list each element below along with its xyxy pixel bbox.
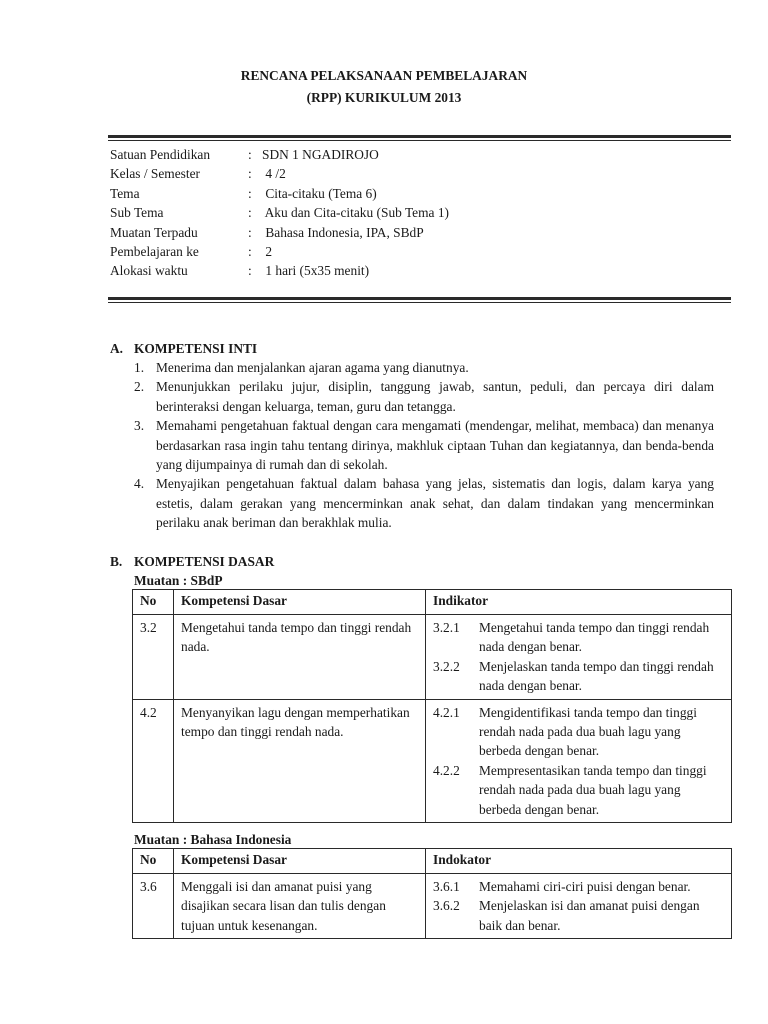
info-colon: : <box>248 243 252 259</box>
info-colon: : <box>248 147 252 162</box>
section-heading-kompetensi-dasar <box>110 552 274 571</box>
cell-indikator <box>426 874 732 939</box>
info-row <box>110 184 449 203</box>
cell-no: 3.6 <box>133 874 174 939</box>
info-value: Cita-citaku (Tema 6) <box>262 185 377 201</box>
indicator-number: 3.6.1 <box>433 879 460 894</box>
indicator-item <box>433 896 724 935</box>
list-item <box>134 377 714 416</box>
document-title: RENCANA PELAKSANAAN PEMBELAJARAN <box>240 68 528 83</box>
indicator-item <box>433 618 724 657</box>
table-row <box>133 615 732 700</box>
document-subtitle: (RPP) KURIKULUM 2013 <box>306 90 462 105</box>
indicator-text: Mengidentifikasi tanda tempo dan tinggi rendah nada pada dua buah lagu yang berbeda dengan benar. <box>479 704 697 759</box>
info-row <box>110 242 449 261</box>
list-text: Menerima dan menjalankan ajaran agama yang dianutnya. <box>156 360 469 375</box>
column-header-kd: Kompetensi Dasar <box>174 849 426 874</box>
list-text: Menunjukkan perilaku jujur, disiplin, tanggung jawab, santun, peduli, dan percaya diri dalam berinteraksi dengan keluarga, teman, guru dan tetangga. <box>156 379 714 414</box>
info-label: Satuan Pendidikan <box>110 147 211 162</box>
info-row <box>110 261 449 280</box>
indicator-item <box>433 877 724 896</box>
info-value: Bahasa Indonesia, IPA, SBdP <box>262 224 424 240</box>
section-title: KOMPETENSI DASAR <box>134 554 275 569</box>
kd-table-bahasa-indonesia <box>132 848 732 939</box>
info-colon: : <box>248 205 252 221</box>
info-value: 4 /2 <box>262 166 286 182</box>
info-value: 2 <box>262 243 273 259</box>
list-number: 4. <box>134 476 145 492</box>
info-row <box>110 145 449 164</box>
column-header-kd: Kompetensi Dasar <box>174 590 426 615</box>
identity-block <box>110 145 449 281</box>
section-letter: B. <box>110 554 123 569</box>
kompetensi-inti-list <box>134 358 714 533</box>
header-rule-bottom-thin <box>108 302 731 303</box>
info-value: SDN 1 NGADIROJO <box>262 147 379 162</box>
info-colon: : <box>248 185 252 201</box>
header-rule-top <box>108 135 731 138</box>
indicator-text: Mempresentasikan tanda tempo dan tinggi rendah nada pada dua buah lagu yang berbeda dengan benar. <box>479 762 707 817</box>
list-number: 2. <box>134 379 145 395</box>
indicator-number: 4.2.1 <box>433 704 460 720</box>
column-header-no: No <box>133 849 174 874</box>
info-label: Sub Tema <box>110 205 164 221</box>
indicator-text: Memahami ciri-ciri puisi dengan benar. <box>479 879 691 894</box>
info-label: Muatan Terpadu <box>110 224 198 240</box>
indicator-text: Mengetahui tanda tempo dan tinggi rendah nada dengan benar. <box>479 620 710 655</box>
list-item <box>134 416 714 474</box>
info-row <box>110 164 449 183</box>
cell-kd: Menggali isi dan amanat puisi yang disajikan secara lisan dan tulis dengan tujuan untuk kesenangan. <box>174 874 426 939</box>
cell-no: 4.2 <box>133 699 174 822</box>
indicator-item <box>433 657 724 696</box>
table-row <box>133 874 732 939</box>
column-header-indikator: Indikator <box>426 590 732 615</box>
table-header-row <box>133 849 732 874</box>
list-item <box>134 358 714 377</box>
muatan-label-bahasa-indonesia: Muatan : Bahasa Indonesia <box>134 832 292 847</box>
header-rule-top-thin <box>108 140 731 141</box>
table-header-row <box>133 590 732 615</box>
indicator-number: 3.2.1 <box>433 620 460 635</box>
info-label: Kelas / Semester <box>110 166 200 182</box>
cell-indikator <box>426 615 732 700</box>
section-letter: A. <box>110 341 124 356</box>
info-label: Tema <box>110 185 140 201</box>
list-item <box>134 474 714 532</box>
list-text: Memahami pengetahuan faktual dengan cara mengamati (mendengar, melihat, membaca) dan menanya berdasarkan rasa ingin tahu tentang dirinya, makhluk ciptaan Tuhan dan kegiatannya, dan benda-benda yang dijumpainya di rumah dan di sekolah. <box>156 418 714 473</box>
info-row <box>110 223 449 242</box>
info-label: Pembelajaran ke <box>110 243 199 259</box>
section-heading-kompetensi-inti <box>110 339 257 358</box>
info-value: Aku dan Cita-citaku (Sub Tema 1) <box>262 205 449 221</box>
info-colon: : <box>248 224 252 240</box>
muatan-label-sbdp: Muatan : SBdP <box>134 573 223 588</box>
header-rule-bottom <box>108 297 731 300</box>
indicator-number: 3.6.2 <box>433 898 460 914</box>
section-title: KOMPETENSI INTI <box>134 341 258 356</box>
indicator-item <box>433 761 724 819</box>
indicator-number: 4.2.2 <box>433 762 460 778</box>
indicator-item <box>433 703 724 761</box>
cell-kd: Mengetahui tanda tempo dan tinggi rendah nada. <box>174 615 426 700</box>
column-header-indikator: Indokator <box>426 849 732 874</box>
info-colon: : <box>248 263 252 279</box>
info-label: Alokasi waktu <box>110 263 188 279</box>
list-number: 1. <box>134 360 145 375</box>
list-number: 3. <box>134 418 145 434</box>
cell-kd: Menyanyikan lagu dengan memperhatikan tempo dan tinggi rendah nada. <box>174 699 426 822</box>
info-value: 1 hari (5x35 menit) <box>262 263 370 279</box>
cell-indikator <box>426 699 732 822</box>
column-header-no: No <box>133 590 174 615</box>
info-row <box>110 203 449 222</box>
list-text: Menyajikan pengetahuan faktual dalam bahasa yang jelas, sistematis dan logis, dalam karya yang estetis, dalam gerakan yang mencerminkan anak sehat, dan dalam tindakan yang mencerminkan perilaku anak beriman dan berakhlak mulia. <box>156 476 714 531</box>
kd-table-sbdp <box>132 589 732 823</box>
indicator-number: 3.2.2 <box>433 658 460 674</box>
info-colon: : <box>248 166 252 182</box>
table-row <box>133 699 732 822</box>
indicator-text: Menjelaskan tanda tempo dan tinggi rendah nada dengan benar. <box>479 658 714 694</box>
indicator-text: Menjelaskan isi dan amanat puisi dengan baik dan benar. <box>479 898 700 933</box>
cell-no: 3.2 <box>133 615 174 700</box>
